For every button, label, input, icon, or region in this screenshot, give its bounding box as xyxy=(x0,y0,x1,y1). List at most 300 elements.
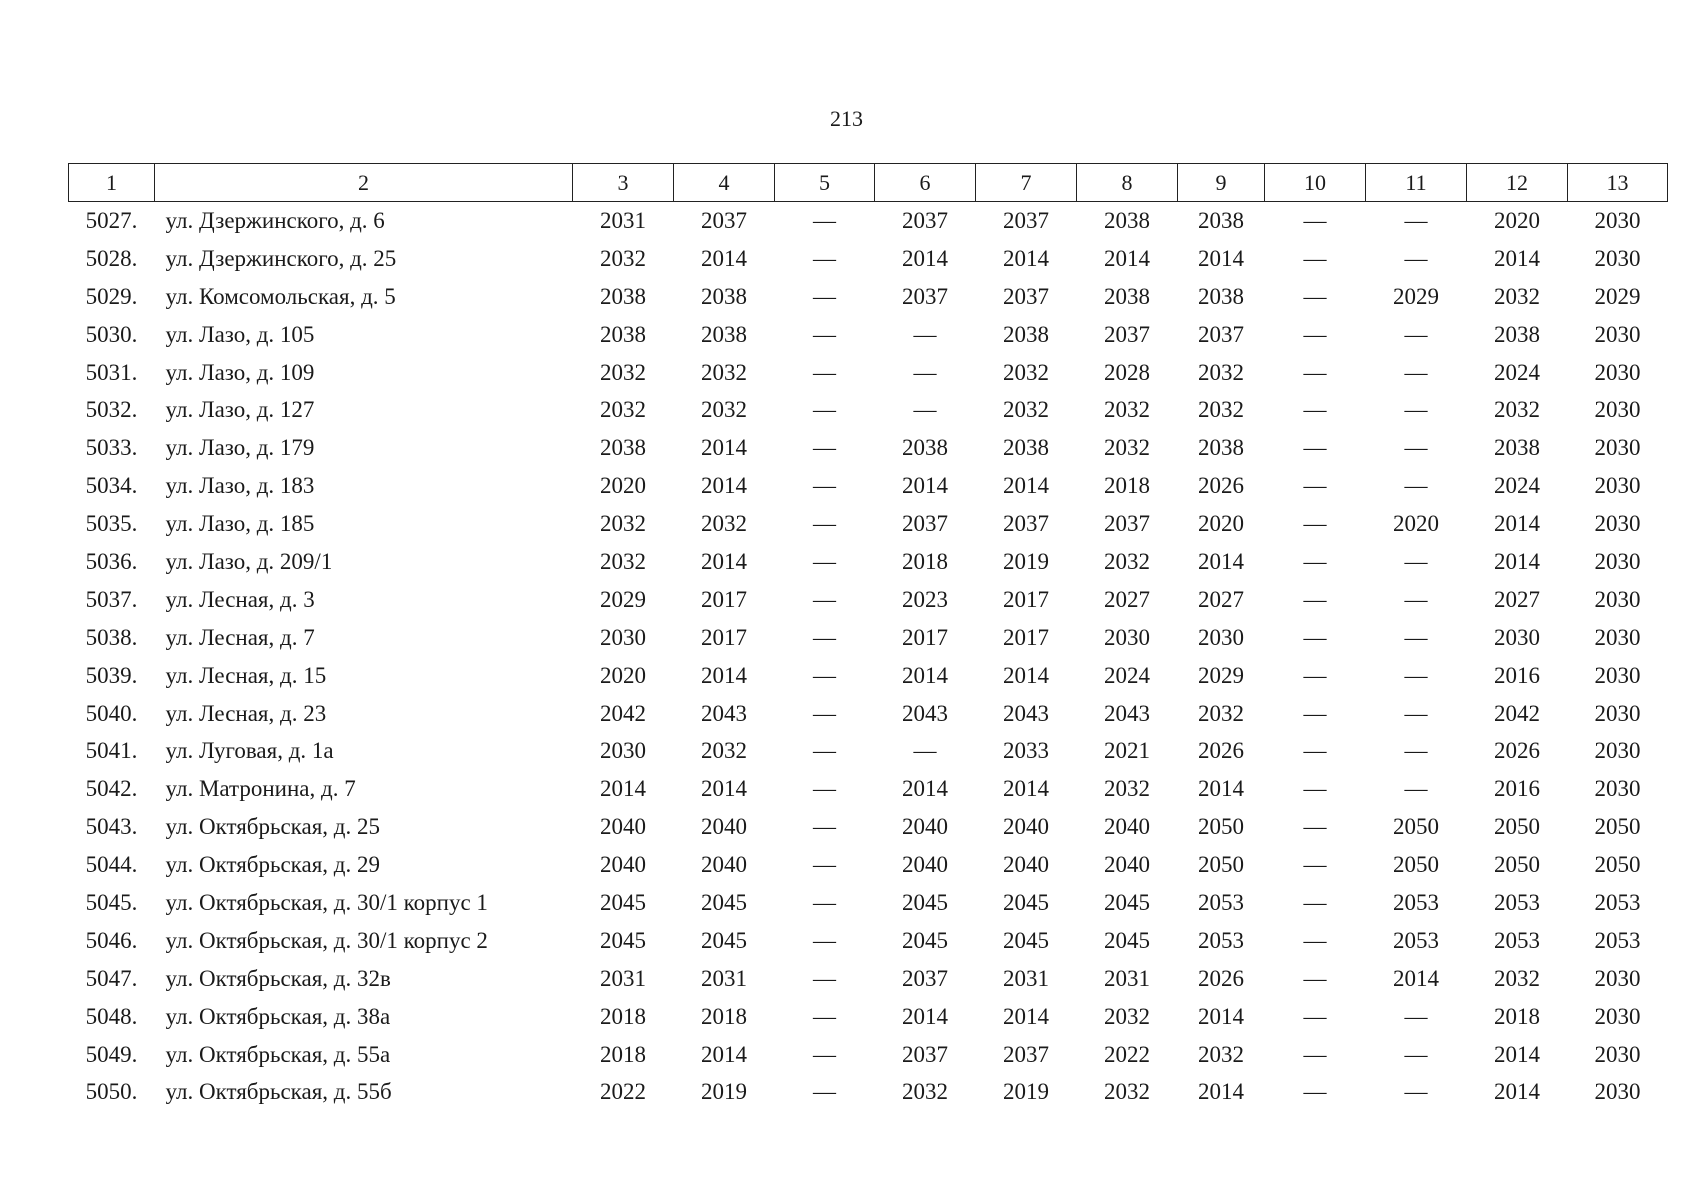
year-cell: 2038 xyxy=(1104,207,1150,233)
year-cell: — xyxy=(1303,624,1327,650)
year-cell: 2037 xyxy=(701,207,747,233)
year-cell: 2032 xyxy=(1494,965,1540,991)
year-cell: — xyxy=(1303,1003,1327,1029)
year-cell: 2017 xyxy=(1003,586,1049,612)
year-cell: 2031 xyxy=(701,965,747,991)
row-number: 5048. xyxy=(85,1003,138,1029)
table-row xyxy=(69,922,1668,960)
year-cell: 2045 xyxy=(1003,927,1049,953)
year-cell: 2018 xyxy=(1494,1003,1540,1029)
year-cell: 2030 xyxy=(1594,738,1641,764)
year-cell: — xyxy=(813,776,836,802)
year-cell: 2022 xyxy=(1104,1041,1150,1067)
year-cell: 2014 xyxy=(1494,1079,1540,1105)
year-cell: 2014 xyxy=(902,1003,948,1029)
row-number: 5047. xyxy=(85,965,138,991)
year-cell: 2027 xyxy=(1494,586,1540,612)
table-row xyxy=(69,657,1668,695)
table-row xyxy=(69,354,1668,392)
row-number: 5046. xyxy=(85,927,138,953)
year-cell: 2037 xyxy=(1003,1041,1049,1067)
year-cell: 2014 xyxy=(902,245,948,271)
year-cell: 2030 xyxy=(1594,586,1641,612)
year-cell: 2027 xyxy=(1198,586,1244,612)
table-row xyxy=(69,1073,1668,1111)
year-cell: 2037 xyxy=(902,1041,948,1067)
year-cell: 2038 xyxy=(1003,435,1049,461)
year-cell: 2053 xyxy=(1198,889,1244,915)
column-header: 6 xyxy=(875,164,976,202)
year-cell: 2014 xyxy=(1198,245,1244,271)
year-cell: 2038 xyxy=(1198,435,1244,461)
year-cell: 2038 xyxy=(902,435,948,461)
year-cell: 2050 xyxy=(1594,814,1641,840)
year-cell: 2018 xyxy=(600,1041,646,1067)
year-cell: — xyxy=(1303,435,1327,461)
year-cell: 2029 xyxy=(1594,283,1641,309)
year-cell: 2038 xyxy=(600,321,646,347)
year-cell: 2030 xyxy=(1594,473,1641,499)
year-cell: 2040 xyxy=(701,814,747,840)
year-cell: — xyxy=(813,662,836,688)
year-cell: 2014 xyxy=(701,662,747,688)
table-row xyxy=(69,240,1668,278)
year-cell: 2032 xyxy=(1104,1079,1150,1105)
year-cell: 2030 xyxy=(1594,548,1641,574)
address-cell: ул. Лазо, д. 209/1 xyxy=(165,548,333,574)
year-cell: — xyxy=(1404,397,1428,423)
year-cell: 2038 xyxy=(1494,321,1540,347)
year-cell: 2032 xyxy=(1494,283,1540,309)
year-cell: 2030 xyxy=(1594,435,1641,461)
year-cell: 2053 xyxy=(1494,927,1540,953)
year-cell: 2017 xyxy=(701,586,747,612)
year-cell: 2026 xyxy=(1494,738,1540,764)
year-cell: 2050 xyxy=(1198,852,1244,878)
address-cell: ул. Октябрьская, д. 32в xyxy=(165,965,391,991)
year-cell: 2032 xyxy=(701,397,747,423)
year-cell: 2020 xyxy=(600,473,646,499)
year-cell: 2014 xyxy=(1494,1041,1540,1067)
table-row xyxy=(69,202,1668,240)
year-cell: 2032 xyxy=(600,511,646,537)
year-cell: 2037 xyxy=(1003,283,1049,309)
year-cell: 2038 xyxy=(600,435,646,461)
year-cell: 2014 xyxy=(1198,548,1244,574)
year-cell: — xyxy=(813,1041,836,1067)
row-number: 5049. xyxy=(85,1041,138,1067)
table-row xyxy=(69,467,1668,505)
address-cell: ул. Комсомольская, д. 5 xyxy=(165,283,396,309)
year-cell: 2037 xyxy=(902,283,948,309)
row-number: 5045. xyxy=(85,889,138,915)
year-cell: — xyxy=(813,473,836,499)
year-cell: 2014 xyxy=(1494,245,1540,271)
year-cell: 2040 xyxy=(1003,814,1049,840)
year-cell: — xyxy=(1303,548,1327,574)
row-number: 5033. xyxy=(85,435,138,461)
year-cell: — xyxy=(813,738,836,764)
year-cell: 2045 xyxy=(701,927,747,953)
year-cell: — xyxy=(813,1003,836,1029)
year-cell: 2032 xyxy=(1494,397,1540,423)
year-cell: 2050 xyxy=(1198,814,1244,840)
year-cell: 2024 xyxy=(1104,662,1150,688)
year-cell: 2024 xyxy=(1494,473,1540,499)
year-cell: — xyxy=(1303,700,1327,726)
year-cell: 2030 xyxy=(1594,359,1641,385)
row-number: 5037. xyxy=(85,586,138,612)
year-cell: 2016 xyxy=(1494,776,1540,802)
year-cell: — xyxy=(1303,776,1327,802)
row-number: 5041. xyxy=(85,738,138,764)
year-cell: 2014 xyxy=(1003,1003,1049,1029)
year-cell: — xyxy=(1404,473,1428,499)
year-cell: 2037 xyxy=(1003,207,1049,233)
year-cell: 2031 xyxy=(1003,965,1049,991)
year-cell: 2026 xyxy=(1198,738,1244,764)
year-cell: — xyxy=(813,586,836,612)
column-header: 7 xyxy=(976,164,1077,202)
year-cell: 2029 xyxy=(600,586,646,612)
year-cell: 2032 xyxy=(1198,1041,1244,1067)
year-cell: 2043 xyxy=(1003,700,1049,726)
year-cell: 2045 xyxy=(902,927,948,953)
year-cell: 2016 xyxy=(1494,662,1540,688)
year-cell: — xyxy=(1404,548,1428,574)
year-cell: 2032 xyxy=(1003,397,1049,423)
year-cell: 2020 xyxy=(600,662,646,688)
year-cell: 2040 xyxy=(902,852,948,878)
year-cell: 2030 xyxy=(1594,1003,1641,1029)
year-cell: 2032 xyxy=(600,397,646,423)
year-cell: 2032 xyxy=(600,548,646,574)
table-row xyxy=(69,429,1668,467)
table-body xyxy=(69,202,1668,1112)
row-number: 5044. xyxy=(85,852,138,878)
year-cell: 2028 xyxy=(1104,359,1150,385)
column-header: 3 xyxy=(573,164,674,202)
year-cell: 2014 xyxy=(902,473,948,499)
year-cell: — xyxy=(1404,662,1428,688)
year-cell: — xyxy=(1303,1041,1327,1067)
year-cell: 2029 xyxy=(1198,662,1244,688)
year-cell: 2030 xyxy=(1594,245,1641,271)
year-cell: — xyxy=(1303,814,1327,840)
year-cell: 2045 xyxy=(701,889,747,915)
year-cell: — xyxy=(1303,207,1327,233)
year-cell: 2038 xyxy=(1104,283,1150,309)
year-cell: 2014 xyxy=(1003,662,1049,688)
year-cell: — xyxy=(1303,283,1327,309)
year-cell: 2027 xyxy=(1104,586,1150,612)
year-cell: 2038 xyxy=(701,283,747,309)
address-cell: ул. Октябрьская, д. 55б xyxy=(165,1079,392,1105)
year-cell: 2030 xyxy=(1594,624,1641,650)
year-cell: 2045 xyxy=(902,889,948,915)
year-cell: 2053 xyxy=(1494,889,1540,915)
year-cell: — xyxy=(1303,965,1327,991)
address-cell: ул. Октябрьская, д. 38а xyxy=(165,1003,391,1029)
address-cell: ул. Лесная, д. 15 xyxy=(165,662,327,688)
year-cell: 2045 xyxy=(600,889,646,915)
address-cell: ул. Лазо, д. 109 xyxy=(165,359,315,385)
year-cell: — xyxy=(813,852,836,878)
year-cell: — xyxy=(1303,397,1327,423)
row-number: 5027. xyxy=(85,207,138,233)
year-cell: 2032 xyxy=(600,245,646,271)
year-cell: 2032 xyxy=(1104,1003,1150,1029)
column-header: 13 xyxy=(1568,164,1668,202)
address-cell: ул. Дзержинского, д. 6 xyxy=(165,207,385,233)
year-cell: — xyxy=(913,359,937,385)
year-cell: — xyxy=(913,738,937,764)
year-cell: 2017 xyxy=(1003,624,1049,650)
year-cell: — xyxy=(1404,738,1428,764)
year-cell: — xyxy=(813,889,836,915)
year-cell: — xyxy=(1303,852,1327,878)
year-cell: 2032 xyxy=(1198,700,1244,726)
year-cell: 2045 xyxy=(1104,889,1150,915)
address-cell: ул. Лазо, д. 127 xyxy=(165,397,315,423)
year-cell: 2014 xyxy=(1494,511,1540,537)
year-cell: 2020 xyxy=(1393,511,1439,537)
address-cell: ул. Октябрьская, д. 30/1 корпус 1 xyxy=(165,889,488,915)
year-cell: 2038 xyxy=(600,283,646,309)
year-cell: 2032 xyxy=(600,359,646,385)
year-cell: 2032 xyxy=(1003,359,1049,385)
year-cell: — xyxy=(1404,435,1428,461)
year-cell: 2019 xyxy=(701,1079,747,1105)
address-cell: ул. Лесная, д. 23 xyxy=(165,700,327,726)
year-cell: 2037 xyxy=(902,207,948,233)
year-cell: 2031 xyxy=(1104,965,1150,991)
year-cell: 2032 xyxy=(902,1079,948,1105)
year-cell: — xyxy=(813,435,836,461)
year-cell: 2019 xyxy=(1003,548,1049,574)
row-number: 5028. xyxy=(85,245,138,271)
address-cell: ул. Лазо, д. 105 xyxy=(165,321,315,347)
year-cell: 2017 xyxy=(902,624,948,650)
year-cell: 2014 xyxy=(1198,1079,1244,1105)
year-cell: 2050 xyxy=(1393,814,1439,840)
year-cell: — xyxy=(1303,927,1327,953)
year-cell: — xyxy=(1303,889,1327,915)
table-header-row xyxy=(69,164,1668,202)
year-cell: — xyxy=(1404,359,1428,385)
year-cell: 2014 xyxy=(1104,245,1150,271)
year-cell: 2014 xyxy=(1003,776,1049,802)
column-header: 8 xyxy=(1077,164,1178,202)
table-row xyxy=(69,505,1668,543)
table-row xyxy=(69,770,1668,808)
address-cell: ул. Луговая, д. 1а xyxy=(165,738,334,764)
year-cell: 2024 xyxy=(1494,359,1540,385)
address-cell: ул. Лазо, д. 179 xyxy=(165,435,315,461)
year-cell: 2020 xyxy=(1494,207,1540,233)
address-cell: ул. Октябрьская, д. 55а xyxy=(165,1041,391,1067)
year-cell: 2040 xyxy=(1104,852,1150,878)
year-cell: 2014 xyxy=(701,435,747,461)
column-header: 5 xyxy=(775,164,875,202)
year-cell: — xyxy=(813,548,836,574)
year-cell: — xyxy=(813,321,836,347)
year-cell: 2032 xyxy=(1104,397,1150,423)
row-number: 5050. xyxy=(85,1079,138,1105)
year-cell: — xyxy=(1303,245,1327,271)
year-cell: 2029 xyxy=(1393,283,1439,309)
year-cell: 2023 xyxy=(902,586,948,612)
year-cell: 2014 xyxy=(1198,1003,1244,1029)
year-cell: — xyxy=(813,207,836,233)
year-cell: 2030 xyxy=(600,738,646,764)
year-cell: 2050 xyxy=(1393,852,1439,878)
year-cell: 2037 xyxy=(902,965,948,991)
year-cell: 2030 xyxy=(600,624,646,650)
year-cell: 2030 xyxy=(1594,321,1641,347)
column-header: 1 xyxy=(69,164,155,202)
table-row xyxy=(69,846,1668,884)
year-cell: 2040 xyxy=(600,814,646,840)
year-cell: 2014 xyxy=(1393,965,1439,991)
year-cell: 2030 xyxy=(1198,624,1244,650)
year-cell: 2032 xyxy=(1198,397,1244,423)
year-cell: 2014 xyxy=(1003,245,1049,271)
year-cell: 2032 xyxy=(1104,435,1150,461)
year-cell: 2030 xyxy=(1104,624,1150,650)
year-cell: — xyxy=(813,359,836,385)
year-cell: 2045 xyxy=(1104,927,1150,953)
year-cell: 2045 xyxy=(600,927,646,953)
table-row xyxy=(69,998,1668,1036)
year-cell: 2042 xyxy=(1494,700,1540,726)
year-cell: — xyxy=(1404,1003,1428,1029)
year-cell: — xyxy=(813,700,836,726)
year-cell: 2021 xyxy=(1104,738,1150,764)
row-number: 5036. xyxy=(85,548,138,574)
table-row xyxy=(69,581,1668,619)
year-cell: 2040 xyxy=(902,814,948,840)
year-cell: 2040 xyxy=(600,852,646,878)
year-cell: 2038 xyxy=(1494,435,1540,461)
year-cell: 2040 xyxy=(1104,814,1150,840)
year-cell: 2038 xyxy=(1198,207,1244,233)
year-cell: 2022 xyxy=(600,1079,646,1105)
year-cell: 2038 xyxy=(1198,283,1244,309)
year-cell: 2032 xyxy=(1104,548,1150,574)
table-row xyxy=(69,808,1668,846)
year-cell: — xyxy=(1303,586,1327,612)
year-cell: 2030 xyxy=(1594,207,1641,233)
address-cell: ул. Лесная, д. 3 xyxy=(165,586,315,612)
year-cell: — xyxy=(1303,738,1327,764)
row-number: 5034. xyxy=(85,473,138,499)
year-cell: 2018 xyxy=(701,1003,747,1029)
year-cell: 2043 xyxy=(701,700,747,726)
year-cell: — xyxy=(813,965,836,991)
year-cell: — xyxy=(813,245,836,271)
year-cell: 2037 xyxy=(1003,511,1049,537)
year-cell: — xyxy=(1404,776,1428,802)
address-cell: ул. Дзержинского, д. 25 xyxy=(165,245,397,271)
address-cell: ул. Лесная, д. 7 xyxy=(165,624,315,650)
year-cell: — xyxy=(813,511,836,537)
address-cell: ул. Октябрьская, д. 30/1 корпус 2 xyxy=(165,927,488,953)
year-cell: 2045 xyxy=(1003,889,1049,915)
column-header: 2 xyxy=(155,164,573,202)
column-header: 10 xyxy=(1265,164,1366,202)
year-cell: 2030 xyxy=(1594,1041,1641,1067)
year-cell: 2030 xyxy=(1594,397,1641,423)
year-cell: 2014 xyxy=(701,776,747,802)
year-cell: 2014 xyxy=(600,776,646,802)
year-cell: — xyxy=(1404,1041,1428,1067)
year-cell: 2037 xyxy=(1104,511,1150,537)
year-cell: — xyxy=(1303,473,1327,499)
year-cell: — xyxy=(813,283,836,309)
year-cell: 2040 xyxy=(701,852,747,878)
table-row xyxy=(69,316,1668,354)
column-header: 4 xyxy=(674,164,775,202)
year-cell: 2030 xyxy=(1594,511,1641,537)
year-cell: 2014 xyxy=(701,473,747,499)
year-cell: — xyxy=(913,321,937,347)
year-cell: — xyxy=(813,624,836,650)
address-cell: ул. Октябрьская, д. 29 xyxy=(165,852,380,878)
table-row xyxy=(69,884,1668,922)
year-cell: 2018 xyxy=(600,1003,646,1029)
year-cell: 2050 xyxy=(1594,852,1641,878)
address-cell: ул. Лазо, д. 185 xyxy=(165,511,315,537)
row-number: 5042. xyxy=(85,776,138,802)
table-row xyxy=(69,732,1668,770)
schedule-table xyxy=(68,163,1668,1111)
year-cell: 2018 xyxy=(902,548,948,574)
year-cell: 2037 xyxy=(1104,321,1150,347)
address-cell: ул. Матронина, д. 7 xyxy=(165,776,356,802)
table-row xyxy=(69,695,1668,733)
year-cell: 2042 xyxy=(600,700,646,726)
year-cell: 2014 xyxy=(701,245,747,271)
page-number: 213 xyxy=(830,106,863,131)
year-cell: 2019 xyxy=(1003,1079,1049,1105)
year-cell: — xyxy=(1303,1079,1327,1105)
year-cell: 2030 xyxy=(1594,1079,1641,1105)
row-number: 5030. xyxy=(85,321,138,347)
year-cell: 2014 xyxy=(1494,548,1540,574)
year-cell: 2043 xyxy=(1104,700,1150,726)
year-cell: 2053 xyxy=(1594,889,1641,915)
year-cell: 2030 xyxy=(1494,624,1540,650)
year-cell: 2038 xyxy=(1003,321,1049,347)
table-row xyxy=(69,960,1668,998)
row-number: 5043. xyxy=(85,814,138,840)
year-cell: — xyxy=(813,814,836,840)
year-cell: 2050 xyxy=(1494,852,1540,878)
year-cell: — xyxy=(1404,207,1428,233)
year-cell: 2031 xyxy=(600,207,646,233)
year-cell: — xyxy=(813,927,836,953)
table-row xyxy=(69,278,1668,316)
year-cell: 2030 xyxy=(1594,965,1641,991)
year-cell: 2037 xyxy=(1198,321,1244,347)
column-header: 11 xyxy=(1366,164,1467,202)
year-cell: 2037 xyxy=(902,511,948,537)
year-cell: 2031 xyxy=(600,965,646,991)
address-cell: ул. Октябрьская, д. 25 xyxy=(165,814,380,840)
year-cell: 2033 xyxy=(1003,738,1049,764)
year-cell: 2032 xyxy=(701,359,747,385)
